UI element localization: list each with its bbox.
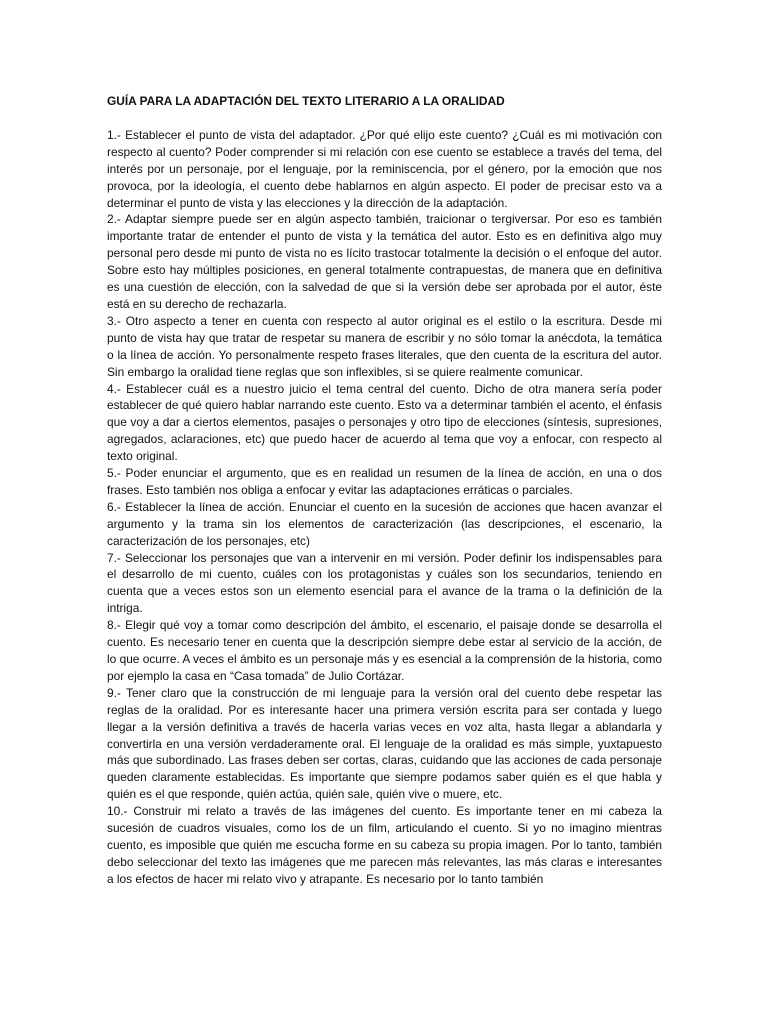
guide-item-8: 8.- Elegir qué voy a tomar como descripción del ámbito, el escenario, el paisaje donde se desarrolla el cuento. Es necesario tener en cuenta que la descripción siempre debe estar al servicio de la acción, de lo que ocurre. A veces el ámbito es un personaje más y es esencial a la comprensión de la historia, como por ejemplo la casa en “Casa tomada” de Julio Cortázar. [107,618,662,683]
guide-item-10: 10.- Construir mi relato a través de las imágenes del cuento. Es importante tener en mi cabeza la sucesión de cuadros visuales, como los de un film, articulando el cuento. Si yo no imagino mientras cuento, es imposible que quién me escucha forme en su cabeza su propia imagen. Por lo tanto, también debo seleccionar del texto las imágenes que me parecen más relevantes, las más claras e interesantes a los efectos de hacer mi relato vivo y atrapante. Es necesario por lo tanto también [107,804,662,886]
guide-item-9: 9.- Tener claro que la construcción de mi lenguaje para la versión oral del cuento debe respetar las reglas de la oralidad. Por es interesante hacer una primera versión escrita para ser contada y luego llegar a la versión definitiva a través de hacerla varias veces en voz alta, hasta llegar a ablandarla y convertirla en una versión verdaderamente oral. El lenguaje de la oralidad es más simple, yuxtapuesto más que subordinado. Las frases deben ser cortas, claras, cuidando que las acciones de cada personaje queden claramente establecidas. Es importante que siempre podamos saber quién es el que habla y quién es el que responde, quién actúa, quién sale, quién vive o muere, etc. [107,685,662,802]
guide-item-7: 7.- Seleccionar los personajes que van a intervenir en mi versión. Poder definir los indispensables para el desarrollo de mi cuento, cuáles con los protagonistas y cuáles son los secundarios, teniendo en cuenta que a veces estos son un elemento esencial para el avance de la trama o la definición de la intriga. [107,550,662,616]
guide-item-5: 5.- Poder enunciar el argumento, que es en realidad un resumen de la línea de acción, en una o dos frases. Esto también nos obliga a enfocar y evitar las adaptaciones erráticas o parciales. [107,466,662,497]
guide-item-6: 6.- Establecer la línea de acción. Enunciar el cuento en la sucesión de acciones que hacen avanzar el argumento y la trama sin los elementos de caracterización (las descripciones, el escenario, la caracterización de los personajes, etc) [107,499,662,548]
guide-item-4: 4.- Establecer cuál es a nuestro juicio el tema central del cuento. Dicho de otra manera sería poder establecer de qué quiero hablar narrando este cuento. Esto va a determinar también el acento, el énfasis que voy a dar a ciertos elementos, pasajes o personajes y otro tipo de elecciones (síntesis, supresiones, agregados, aclaraciones, etc) que puedo hacer de acuerdo al tema que voy a enfocar, con respecto al texto original. [107,381,662,464]
document-page [107,93,662,888]
guide-item-1: 1.- Establecer el punto de vista del adaptador. ¿Por qué elijo este cuento? ¿Cuál es mi motivación con respecto al cuento? Poder comprender si mi relación con ese cuento se establece a través del tema, del interés por un personaje, por el lenguaje, por la reminiscencia, por el género, por la emoción que nos provoca, por la ideología, el cuento debe hablarnos en algún aspecto. El poder de precisar esto va a determinar el punto de vista y las elecciones y la dirección de la adaptación. [107,127,662,210]
guide-item-2: 2.- Adaptar siempre puede ser en algún aspecto también, traicionar o tergiversar. Por eso es también importante tratar de entender el punto de vista y la temática del autor. Esto es en definitiva algo muy personal pero desde mi punto de vista no es lícito trastocar totalmente la decisión o el enfoque del autor. Sobre esto hay múltiples posiciones, en general totalmente contrapuestas, de manera que en definitiva es una cuestión de elección, con la salvedad de que si la versión debe ser aprobada por el autor, éste está en su derecho de rechazarla. [107,212,662,311]
document-title: GUÍA PARA LA ADAPTACIÓN DEL TEXTO LITERARIO A LA ORALIDAD [107,94,505,108]
guide-item-3: 3.- Otro aspecto a tener en cuenta con respecto al autor original es el estilo o la escritura. Desde mi punto de vista hay que tratar de respetar su manera de escribir y no sólo tomar la anécdota, la temática o la línea de acción. Yo personalmente respeto frases literales, que den cuenta de la escritura del autor. Sin embargo la oralidad tiene reglas que son inflexibles, si se quiere realmente comunicar. [107,313,662,379]
